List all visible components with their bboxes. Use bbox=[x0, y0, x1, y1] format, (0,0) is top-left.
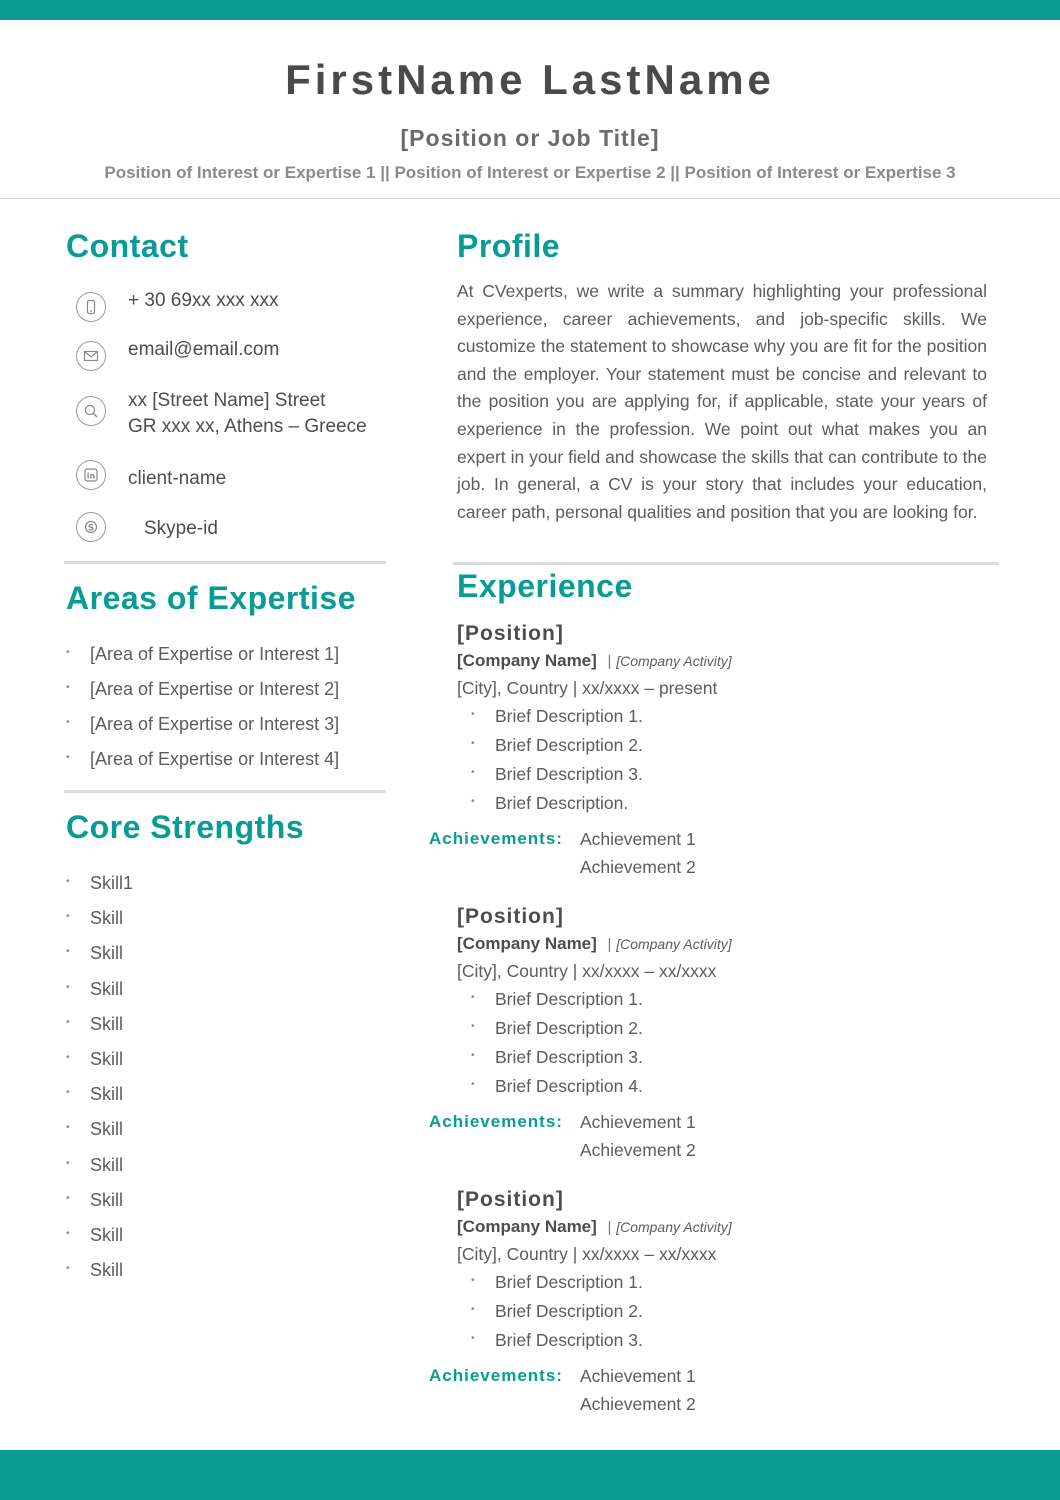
skill-item: • Skill bbox=[66, 979, 133, 1014]
top-accent-bar bbox=[0, 0, 1060, 20]
skill-item: • Skill bbox=[66, 1190, 133, 1225]
experience-heading: Experience bbox=[457, 568, 633, 604]
achievement-item: Achievement 2 bbox=[580, 1140, 696, 1160]
job-company-line bbox=[457, 1217, 1017, 1244]
contact-address bbox=[76, 390, 367, 440]
skype-icon bbox=[76, 512, 106, 542]
address-line-1: xx [Street Name] Street bbox=[128, 390, 326, 411]
svg-text:S: S bbox=[87, 523, 95, 534]
job-activity: [Company Activity] bbox=[616, 1219, 732, 1235]
skill-item: • Skill bbox=[66, 1260, 133, 1295]
achievement-item: Achievement 2 bbox=[580, 857, 696, 877]
job-activity: [Company Activity] bbox=[616, 936, 732, 952]
job-separator: | bbox=[607, 936, 612, 953]
contact-heading: Contact bbox=[66, 228, 189, 264]
job-description-item: • Brief Description. bbox=[471, 793, 1017, 822]
job-position: [Position] bbox=[457, 1188, 564, 1211]
job-location-dates: [City], Country | xx/xxxx – xx/xxxx bbox=[457, 961, 717, 981]
job-description-item: • Brief Description 3. bbox=[471, 1330, 1017, 1359]
job-position: [Position] bbox=[457, 622, 564, 645]
job-description-item: • Brief Description 1. bbox=[471, 706, 1017, 735]
profile-heading: Profile bbox=[457, 228, 561, 264]
job-description-item: • Brief Description 2. bbox=[471, 1301, 1017, 1330]
achievement-item: Achievement 1 bbox=[580, 1366, 696, 1386]
job-company-line bbox=[457, 934, 1017, 961]
location-icon bbox=[76, 396, 106, 426]
contact-email bbox=[76, 341, 279, 371]
job-description-item: • Brief Description 2. bbox=[471, 1018, 1017, 1047]
contact-divider bbox=[64, 561, 386, 564]
skill-item: • Skill bbox=[66, 1084, 133, 1119]
job-description-item: • Brief Description 2. bbox=[471, 735, 1017, 764]
svg-text:in: in bbox=[86, 471, 96, 481]
job-company-line bbox=[457, 651, 1017, 678]
phone-icon bbox=[76, 292, 106, 322]
areas-heading: Areas of Expertise bbox=[66, 580, 357, 616]
job-descriptions bbox=[471, 989, 1017, 1105]
achievements-label: Achievements: bbox=[429, 1366, 563, 1385]
areas-divider bbox=[64, 790, 386, 793]
skill-item: • Skill bbox=[66, 1155, 133, 1190]
job-descriptions bbox=[471, 1272, 1017, 1359]
skill-item: • Skill bbox=[66, 1049, 133, 1084]
achievements-label: Achievements: bbox=[429, 829, 563, 848]
achievements-block bbox=[429, 829, 1017, 887]
job-description-item: • Brief Description 1. bbox=[471, 1272, 1017, 1301]
email-text[interactable]: email@email.com bbox=[128, 339, 280, 360]
bottom-accent-bar bbox=[0, 1450, 1060, 1500]
job-location-dates: [City], Country | xx/xxxx – xx/xxxx bbox=[457, 1244, 717, 1264]
job-position: [Position] bbox=[457, 905, 564, 928]
strengths-list bbox=[66, 873, 133, 1295]
job-description-item: • Brief Description 3. bbox=[471, 764, 1017, 793]
skill-item: • Skill bbox=[66, 1225, 133, 1260]
strengths-heading: Core Strengths bbox=[66, 809, 305, 845]
job-description-item: • Brief Description 3. bbox=[471, 1047, 1017, 1076]
interests-line: Position of Interest or Expertise 1 || Position of Interest or Expertise 2 || Position of Interest or Expertise 3 bbox=[104, 163, 956, 182]
job-separator: | bbox=[607, 653, 612, 670]
job-location-dates: [City], Country | xx/xxxx – present bbox=[457, 678, 718, 698]
address-line-2: GR xxx xx, Athens – Greece bbox=[128, 416, 367, 437]
skill-item: • Skill bbox=[66, 1119, 133, 1154]
job-separator: | bbox=[607, 1219, 612, 1236]
contact-phone bbox=[76, 292, 278, 322]
skill-item: • Skill bbox=[66, 943, 133, 978]
areas-list bbox=[66, 644, 339, 784]
profile-divider bbox=[453, 562, 999, 565]
area-item: • [Area of Expertise or Interest 4] bbox=[66, 749, 339, 784]
achievement-item: Achievement 2 bbox=[580, 1394, 696, 1414]
area-item: • [Area of Expertise or Interest 1] bbox=[66, 644, 339, 679]
profile-summary: At CVexperts, we write a summary highlighting your professional experience, career achievements, and job-specific skills. We customize the statement to showcase why you are fit for the position and the employer. Your statement must be concise and relevant to the position you are applying for, if applicable, state your years of experience in the profession. We point out what makes you an expert in your field and showcase the skills that can contribute to the job. In general, a CV is your story that includes your education, career path, personal qualities and position that you are looking for. bbox=[457, 281, 987, 522]
linkedin-icon bbox=[76, 460, 106, 490]
phone-text: + 30 69xx xxx xxx bbox=[128, 290, 279, 311]
job-descriptions bbox=[471, 706, 1017, 822]
job-description-item: • Brief Description 1. bbox=[471, 989, 1017, 1018]
mail-icon bbox=[76, 341, 106, 371]
job-description-item: • Brief Description 4. bbox=[471, 1076, 1017, 1105]
skype-text[interactable]: Skype-id bbox=[144, 518, 218, 539]
achievements-block bbox=[429, 1112, 1017, 1170]
job-title: [Position or Job Title] bbox=[400, 125, 660, 151]
contact-skype bbox=[76, 512, 218, 542]
address-text bbox=[128, 388, 367, 440]
skill-item: • Skill bbox=[66, 908, 133, 943]
achievement-item: Achievement 1 bbox=[580, 829, 696, 849]
skill-item: • Skill1 bbox=[66, 873, 133, 908]
job-entry-1 bbox=[429, 622, 1017, 887]
job-activity: [Company Activity] bbox=[616, 653, 732, 669]
header-divider bbox=[0, 198, 1060, 199]
job-company: [Company Name] bbox=[457, 934, 597, 953]
achievements-label: Achievements: bbox=[429, 1112, 563, 1131]
area-item: • [Area of Expertise or Interest 3] bbox=[66, 714, 339, 749]
achievements-block bbox=[429, 1366, 1017, 1424]
job-company: [Company Name] bbox=[457, 651, 597, 670]
candidate-name: FirstName LastName bbox=[285, 56, 775, 103]
contact-linkedin bbox=[76, 460, 226, 492]
achievement-item: Achievement 1 bbox=[580, 1112, 696, 1132]
skill-item: • Skill bbox=[66, 1014, 133, 1049]
job-company: [Company Name] bbox=[457, 1217, 597, 1236]
area-item: • [Area of Expertise or Interest 2] bbox=[66, 679, 339, 714]
linkedin-text[interactable]: client-name bbox=[128, 468, 227, 489]
job-entry-3 bbox=[429, 1188, 1017, 1424]
job-entry-2 bbox=[429, 905, 1017, 1170]
